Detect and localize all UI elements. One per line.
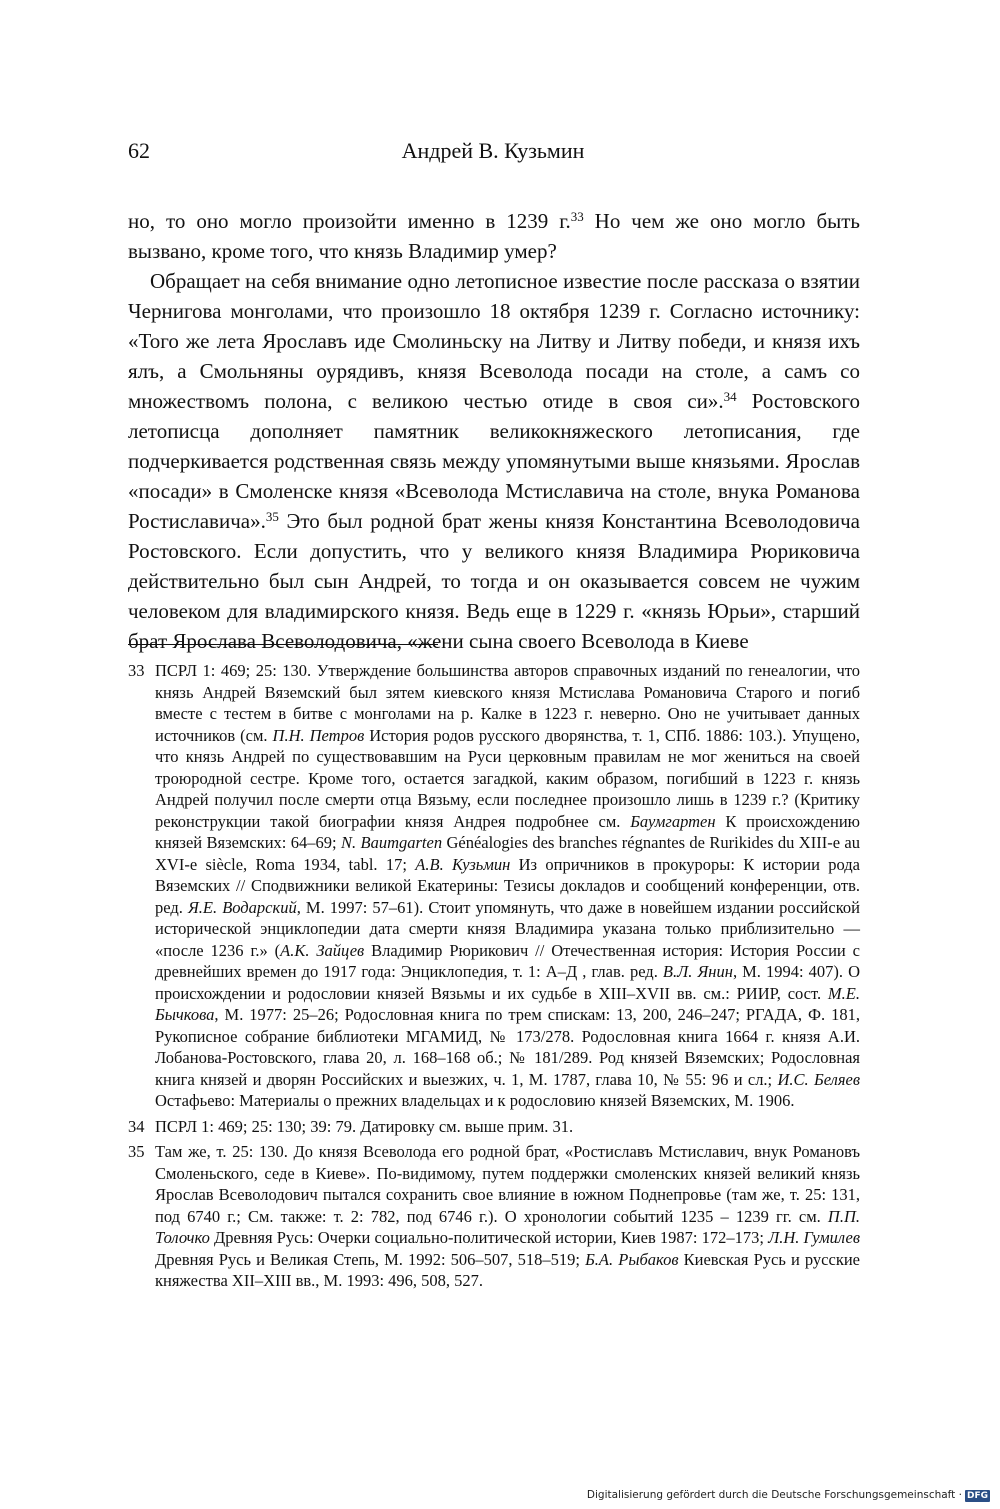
text-run: К происхождению князей Вяземских: 64–69; <box>155 811 860 852</box>
author-name: П.Н. Петров <box>272 725 365 745</box>
footnote-number: 33 <box>128 661 145 680</box>
footnote-34 <box>128 1116 860 1138</box>
text-run: ПСРЛ 1: 469; 25: 130. Утверждение большинства авторов справочных изданий по генеалогии, что князь Андрей Вяземский был зятем киевского князя Мстислава Романовича Старого и погиб вместе с тестем в битве с монголами на р. Калке в 1223 г. неверно. Оно не учитывает данных источников (см. <box>155 661 860 745</box>
text-run: , М. 1994: 407). О происхождении и родословии князей Вязьмы и их судьбе в XIII–XVII вв. см.: РИИР, сост. <box>155 962 860 1003</box>
author-name: П.П. Толочко <box>155 1206 860 1247</box>
text-run: , М. 1977: 25–26; Родословная книга по трем спискам: 13, 200, 246–247; РГАДА, Ф. 181, Рукописное собрание библиотеки МГАМИД, № 173/278. Родословная книга 1664 г. князя А.И. Лобанова-Ростовского, глава 20, л. 168–168 об.; № 181/289. Род князей Вяземских; Родословная книга князей и дворян Российских и выезжих, ч. 1, М. 1787, глава 10, № 55: 96 и сл.; <box>155 1005 860 1089</box>
digitization-colophon <box>587 1489 990 1502</box>
text-run: Там же, т. 25: 130. До князя Всеволода его родной брат, «Ростиславъ Мстиславич, внук Романовъ Смоленьского, седе в Киеве». По-видимому, путем поддержки смоленских князей великий князь Ярослав Всеволодович пытался сохранить свое влияние в южном Поднепровье (там же, т. 25: 131, под 6740 г.; См. также: т. 2: 782, под 6746 г.). О хронологии событий 1235 – 1239 гг. см. <box>155 1142 860 1226</box>
author-name: Л.Н. Гумилев <box>768 1228 860 1247</box>
author-name: В.Л. Янин <box>662 962 733 981</box>
text-run: Из опричников в прокуроры: К истории рода Вяземских // Сподвижники великой Екатерины: Тезисы докладов и сообщений конференции, отв. ред. <box>155 854 860 917</box>
author-name: М.Е. Бычкова <box>155 983 860 1024</box>
text-run: Обращает на себя внимание одно летописное известие после рассказа о взятии Чернигова монголами, что произошло 18 октября 1239 г. Согласно источнику: «Того же лета Ярославъ иде Смолиньску на Литву и Литву победи, и князя ихъ ялъ, а Смольняны оурядивъ, князя Всеволода посади на столе, а самъ со множествомъ полона, с великою честью отиде в своя си». <box>128 269 860 413</box>
paragraph <box>128 206 860 266</box>
text-run: Généalogies des branches régnantes de Rurikides du XIII-e au XVI-e siècle, Roma 1934, tabl. 17; <box>155 833 860 874</box>
author-name: Баумгартен <box>630 811 716 831</box>
text-run: Древняя Русь и Великая Степь, М. 1992: 506–507, 518–519; <box>155 1249 586 1269</box>
text-run: История родов русского дворянства, т. 1, СПб. 1886: 103.). Упущено, что князь Андрей по существовавшим на Руси церковным правилам не мог жениться на своей троюродной сестре. Кроме того, остается загадкой, каким образом, погибший в 1223 г. князь Андрей получил после смерти отца Вязьму, если последнее произошло лишь в 1239 г.? (Критику реконструкции такой биографии князя Андрея подробнее см. <box>155 725 860 831</box>
footnote-ref[interactable]: 34 <box>723 389 737 404</box>
text-run: Но чем же оно могло быть вызвано, кроме того, что князь Владимир умер? <box>128 209 860 263</box>
paragraph <box>128 266 860 656</box>
footnote-35 <box>128 1141 860 1292</box>
author-name: N. Baumgarten <box>340 833 443 852</box>
page-number: 62 <box>128 138 150 163</box>
text-run: , М. 1997: 57–61). Стоит упомянуть, что даже в новейшем издании российской исторической энциклопедии дата смерти князя Владимира указана только приблизительно — «после 1236 г.» ( <box>155 897 860 960</box>
page-header <box>128 138 858 170</box>
author-name: А.К. Зайцев <box>280 940 365 960</box>
footnote-ref[interactable]: 35 <box>265 509 279 524</box>
running-head: Андрей В. Кузьмин <box>401 138 585 163</box>
footnote-ref[interactable]: 33 <box>570 209 584 224</box>
author-name: Б.А. Рыбаков <box>585 1249 679 1269</box>
text-run: Древняя Русь: Очерки социально-политической истории, Киев 1987: 172–173; <box>209 1228 769 1247</box>
footnote-number: 34 <box>128 1116 145 1136</box>
footnote-number: 35 <box>128 1142 145 1161</box>
text-run: Остафьево: Материалы о прежних владельцах и к родословию князей Вяземских, М. 1906. <box>155 1091 795 1110</box>
footnote-separator <box>128 644 438 645</box>
text-run: ПСРЛ 1: 469; 25: 130; 39: 79. Датировку см. выше прим. 31. <box>155 1116 574 1136</box>
text-run: Владимир Рюрикович // Отечественная история: История России с древнейших времен до 1917 года: Энциклопедия, т. 1: А–Д , глав. ред. <box>155 940 860 981</box>
colophon-text: Digitalisierung gefördert durch die Deutsche Forschungsgemeinschaft · <box>586 1489 962 1501</box>
text-run: Ростовского летописца дополняет памятник великокняжеского летописания, где подчеркивается родственная связь между упомянутыми выше князьями. Ярослав «посади» в Смоленске князя «Всеволода Мстиславича на столе, внука Романова Ростиславича». <box>128 389 860 533</box>
author-name: И.С. Беляев <box>777 1069 860 1089</box>
text-run: но, то оно могло произойти именно в 1239 г. <box>128 209 571 233</box>
footnote-33 <box>128 660 860 1112</box>
text-run: Киевская Русь и русские княжества XII–XIII вв., М. 1993: 496, 508, 527. <box>155 1249 860 1290</box>
text-run: Это был родной брат жены князя Константина Всеволодовича Ростовского. Если допустить, что у великого князя Владимира Рюриковича действительно был сын Андрей, то тогда и он оказывается совсем не чужим человеком для владимирского князя. Ведь еще в 1229 г. «князь Юрьи», старший брат Ярослава Всеволодовича, «жени сына своего Всеволода в Киеве <box>128 509 860 653</box>
author-name: А.В. Кузьмин <box>415 854 511 874</box>
author-name: Я.Е. Водарский <box>187 897 297 917</box>
dfg-logo: DFG <box>966 1491 988 1501</box>
footnotes <box>128 660 860 1296</box>
main-text <box>128 206 860 656</box>
